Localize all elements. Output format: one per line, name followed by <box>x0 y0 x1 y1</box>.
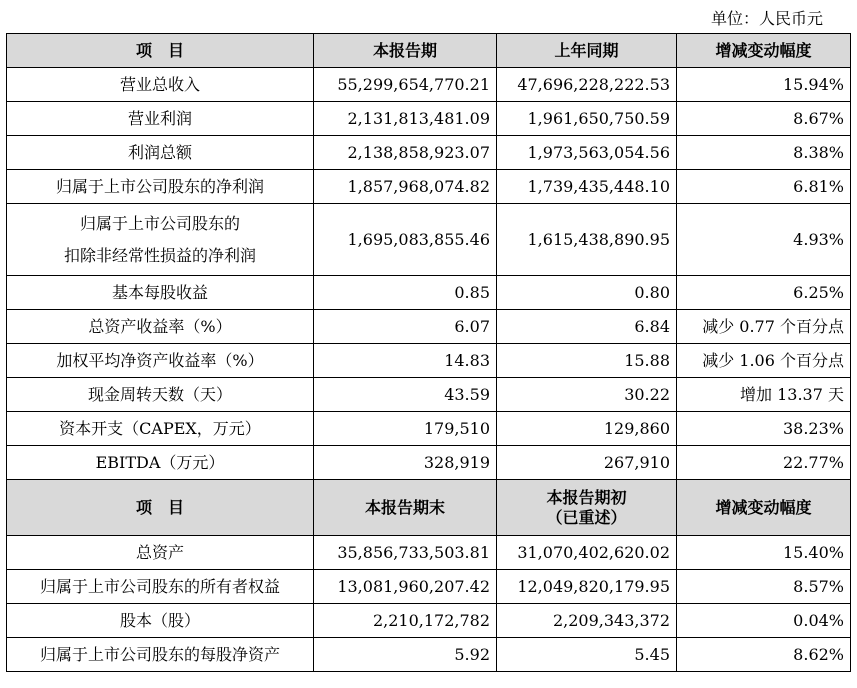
current-value: 5.92 <box>314 638 497 672</box>
header-change: 增减变动幅度 <box>677 480 851 536</box>
change-value: 8.67% <box>677 102 851 136</box>
change-value: 0.04% <box>677 604 851 638</box>
current-value: 0.85 <box>314 276 497 310</box>
current-value: 13,081,960,207.42 <box>314 570 497 604</box>
prior-value: 5.45 <box>497 638 677 672</box>
table-row <box>7 638 851 672</box>
current-value: 328,919 <box>314 446 497 480</box>
prior-value: 1,615,438,890.95 <box>497 204 677 276</box>
header-prior-period: 上年同期 <box>497 34 677 68</box>
prior-value: 15.88 <box>497 344 677 378</box>
row-label: 归属于上市公司股东的净利润 <box>7 170 314 204</box>
table-row <box>7 604 851 638</box>
table-row <box>7 310 851 344</box>
current-value: 1,857,968,074.82 <box>314 170 497 204</box>
prior-value: 1,739,435,448.10 <box>497 170 677 204</box>
change-value: 6.25% <box>677 276 851 310</box>
row-label-line-2: 扣除非经常性损益的净利润 <box>63 245 256 265</box>
prior-value: 2,209,343,372 <box>497 604 677 638</box>
current-value: 6.07 <box>314 310 497 344</box>
change-value: 减少 0.77 个百分点 <box>677 310 851 344</box>
header-item: 项 目 <box>7 34 314 68</box>
change-value: 22.77% <box>677 446 851 480</box>
current-value: 55,299,654,770.21 <box>314 68 497 102</box>
row-label: 归属于上市公司股东的每股净资产 <box>7 638 314 672</box>
table-row <box>7 102 851 136</box>
current-value: 2,131,813,481.09 <box>314 102 497 136</box>
table-row <box>7 446 851 480</box>
header-period-end: 本报告期末 <box>314 480 497 536</box>
current-value: 43.59 <box>314 378 497 412</box>
unit-note: 单位：人民币元 <box>710 9 823 28</box>
table-row <box>7 344 851 378</box>
financial-summary-table <box>6 33 851 672</box>
header-period-begin-line-2: （已重述） <box>546 507 627 527</box>
prior-value: 12,049,820,179.95 <box>497 570 677 604</box>
row-label-line-1: 归属于上市公司股东的 <box>79 213 240 233</box>
header-current-period: 本报告期 <box>314 34 497 68</box>
table-row <box>7 204 851 276</box>
row-label <box>7 204 314 276</box>
table-row <box>7 170 851 204</box>
prior-value: 129,860 <box>497 412 677 446</box>
table-row <box>7 68 851 102</box>
change-value: 15.40% <box>677 536 851 570</box>
row-label: 股本（股） <box>7 604 314 638</box>
current-value: 2,138,858,923.07 <box>314 136 497 170</box>
current-value: 179,510 <box>314 412 497 446</box>
change-value: 增加 13.37 天 <box>677 378 851 412</box>
prior-value: 1,973,563,054.56 <box>497 136 677 170</box>
row-label: 现金周转天数（天） <box>7 378 314 412</box>
current-value: 1,695,083,855.46 <box>314 204 497 276</box>
row-label: 总资产收益率（%） <box>7 310 314 344</box>
prior-value: 31,070,402,620.02 <box>497 536 677 570</box>
change-value: 8.57% <box>677 570 851 604</box>
header-item: 项 目 <box>7 480 314 536</box>
current-value: 35,856,733,503.81 <box>314 536 497 570</box>
table-row <box>7 136 851 170</box>
prior-value: 267,910 <box>497 446 677 480</box>
row-label: 总资产 <box>7 536 314 570</box>
table-row <box>7 536 851 570</box>
change-value: 6.81% <box>677 170 851 204</box>
current-value: 2,210,172,782 <box>314 604 497 638</box>
row-label: 加权平均净资产收益率（%） <box>7 344 314 378</box>
prior-value: 47,696,228,222.53 <box>497 68 677 102</box>
header-change: 增减变动幅度 <box>677 34 851 68</box>
change-value: 4.93% <box>677 204 851 276</box>
table-row <box>7 570 851 604</box>
header-period-begin-line-1: 本报告期初 <box>546 487 627 507</box>
row-label: 利润总额 <box>7 136 314 170</box>
header-period-begin <box>497 480 677 536</box>
row-label: 归属于上市公司股东的所有者权益 <box>7 570 314 604</box>
change-value: 8.38% <box>677 136 851 170</box>
table-row <box>7 378 851 412</box>
row-label: EBITDA（万元） <box>7 446 314 480</box>
table-row <box>7 276 851 310</box>
row-label: 营业总收入 <box>7 68 314 102</box>
row-label: 基本每股收益 <box>7 276 314 310</box>
row-label: 营业利润 <box>7 102 314 136</box>
table-row <box>7 412 851 446</box>
change-value: 减少 1.06 个百分点 <box>677 344 851 378</box>
prior-value: 6.84 <box>497 310 677 344</box>
row-label: 资本开支（CAPEX，万元） <box>7 412 314 446</box>
change-value: 15.94% <box>677 68 851 102</box>
change-value: 38.23% <box>677 412 851 446</box>
prior-value: 0.80 <box>497 276 677 310</box>
prior-value: 1,961,650,750.59 <box>497 102 677 136</box>
prior-value: 30.22 <box>497 378 677 412</box>
table-header-row <box>7 34 851 68</box>
table-header-row-2 <box>7 480 851 536</box>
current-value: 14.83 <box>314 344 497 378</box>
change-value: 8.62% <box>677 638 851 672</box>
